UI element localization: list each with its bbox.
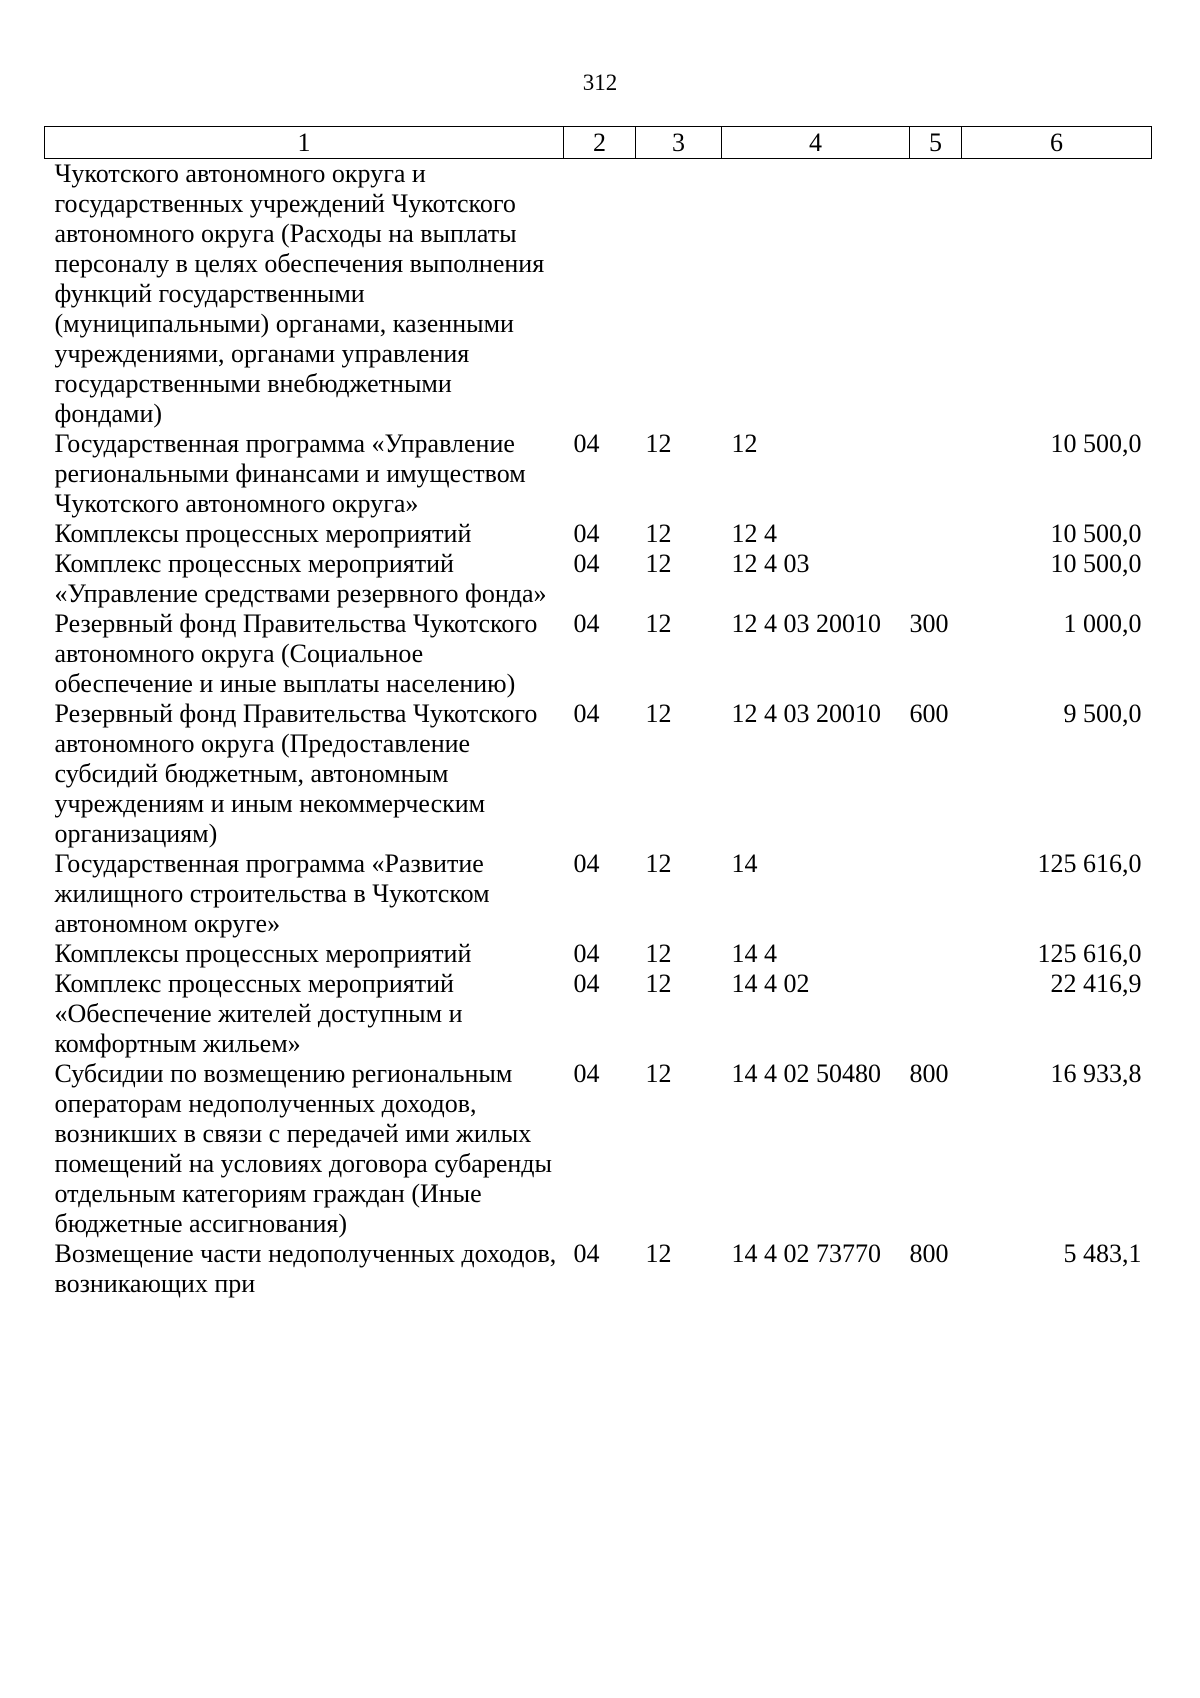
row-target-article-cell: 12 4 03 <box>731 549 810 578</box>
row-target-article-cell <box>722 159 910 430</box>
row-subsection-cell <box>636 159 722 430</box>
column-header-amount: 6 <box>962 127 1152 159</box>
row-section-cell: 04 <box>573 549 600 578</box>
row-name-cell: Комплексы процессных мероприятий <box>54 939 472 968</box>
table-row <box>45 969 1152 1059</box>
column-header-target-article: 4 <box>722 127 910 159</box>
table-row <box>45 429 1152 519</box>
row-amount-cell: 5 483,1 <box>1063 1239 1142 1268</box>
row-expense-type-cell: 600 <box>909 699 949 728</box>
row-subsection-cell: 12 <box>645 699 672 728</box>
row-target-article-cell: 14 <box>731 849 758 878</box>
row-expense-type-cell <box>910 939 962 969</box>
row-section-cell: 04 <box>573 1059 600 1088</box>
table-row <box>45 1239 1152 1299</box>
row-name-cell: Чукотского автономного округа и государственных учреждений Чукотского автономного округа (Расходы на выплаты персоналу в целях обеспечения выполнения функций государственными (муниципальными) органами, казенными учреждениями, органами управления государственными внебюджетными фондами) <box>54 159 545 428</box>
row-expense-type-cell <box>910 849 962 939</box>
column-header-section: 2 <box>564 127 636 159</box>
row-amount-cell: 16 933,8 <box>1050 1059 1142 1088</box>
row-subsection-cell: 12 <box>645 429 672 458</box>
row-expense-type-cell: 800 <box>909 1239 949 1268</box>
table-row <box>45 159 1152 430</box>
row-target-article-cell: 12 <box>731 429 758 458</box>
row-section-cell: 04 <box>573 969 600 998</box>
row-subsection-cell: 12 <box>645 939 672 968</box>
row-section-cell: 04 <box>573 429 600 458</box>
row-name-cell: Возмещение части недополученных доходов, возникающих при <box>54 1239 557 1298</box>
column-header-expense-type: 5 <box>910 127 962 159</box>
row-name-cell: Комплексы процессных мероприятий <box>54 519 472 548</box>
row-target-article-cell: 14 4 02 50480 <box>731 1059 881 1088</box>
table-row <box>45 1059 1152 1239</box>
row-expense-type-cell <box>910 519 962 549</box>
row-name-cell: Государственная программа «Развитие жилищного строительства в Чукотском автономном округе» <box>54 849 490 938</box>
row-amount-cell <box>962 159 1152 430</box>
row-name-cell: Резервный фонд Правительства Чукотского автономного округа (Социальное обеспечение и иные выплаты населению) <box>54 609 538 698</box>
table-row <box>45 609 1152 699</box>
page-number: 312 <box>582 70 618 95</box>
row-section-cell: 04 <box>573 609 600 638</box>
table-row <box>45 939 1152 969</box>
row-amount-cell: 10 500,0 <box>1050 429 1142 458</box>
row-expense-type-cell: 300 <box>909 609 949 638</box>
row-amount-cell: 10 500,0 <box>1050 519 1142 548</box>
row-subsection-cell: 12 <box>645 969 672 998</box>
row-target-article-cell: 12 4 03 20010 <box>731 609 881 638</box>
row-name-cell: Государственная программа «Управление региональными финансами и имуществом Чукотского автономного округа» <box>54 429 526 518</box>
row-name-cell: Комплекс процессных мероприятий «Управление средствами резервного фонда» <box>54 549 547 608</box>
row-name-cell: Комплекс процессных мероприятий «Обеспечение жителей доступным и комфортным жильем» <box>54 969 463 1058</box>
row-subsection-cell: 12 <box>645 519 672 548</box>
row-section-cell: 04 <box>573 519 600 548</box>
row-section-cell <box>564 159 636 430</box>
row-amount-cell: 1 000,0 <box>1063 609 1142 638</box>
row-expense-type-cell <box>910 429 962 519</box>
row-name-cell: Субсидии по возмещению региональным операторам недополученных доходов, возникших в связи с передачей ими жилых помещений на условиях договора субаренды отдельным категориям граждан (Иные бюджетные ассигнования) <box>54 1059 552 1238</box>
column-header-name: 1 <box>45 127 564 159</box>
row-target-article-cell: 14 4 02 <box>731 969 810 998</box>
row-expense-type-cell: 800 <box>909 1059 949 1088</box>
row-section-cell: 04 <box>573 699 600 728</box>
row-amount-cell: 22 416,9 <box>1050 969 1142 998</box>
table-row <box>45 699 1152 849</box>
row-section-cell: 04 <box>573 1239 600 1268</box>
row-expense-type-cell <box>910 969 962 1059</box>
row-expense-type-cell <box>910 159 962 430</box>
table-row <box>45 549 1152 609</box>
row-section-cell: 04 <box>573 849 600 878</box>
row-target-article-cell: 12 4 <box>731 519 777 548</box>
row-name-cell: Резервный фонд Правительства Чукотского автономного округа (Предоставление субсидий бюджетным, автономным учреждениям и иным некоммерческим организациям) <box>54 699 538 848</box>
table-row <box>45 519 1152 549</box>
row-amount-cell: 9 500,0 <box>1063 699 1142 728</box>
row-subsection-cell: 12 <box>645 609 672 638</box>
row-amount-cell: 125 616,0 <box>1037 939 1142 968</box>
row-expense-type-cell <box>910 549 962 609</box>
budget-table <box>44 126 1152 1299</box>
row-subsection-cell: 12 <box>645 849 672 878</box>
row-subsection-cell: 12 <box>645 549 672 578</box>
row-subsection-cell: 12 <box>645 1059 672 1088</box>
table-header-row <box>45 127 1152 159</box>
row-target-article-cell: 12 4 03 20010 <box>731 699 881 728</box>
row-subsection-cell: 12 <box>645 1239 672 1268</box>
column-header-subsection: 3 <box>636 127 722 159</box>
table-row <box>45 849 1152 939</box>
row-amount-cell: 125 616,0 <box>1037 849 1142 878</box>
row-target-article-cell: 14 4 02 73770 <box>731 1239 881 1268</box>
row-section-cell: 04 <box>573 939 600 968</box>
row-target-article-cell: 14 4 <box>731 939 777 968</box>
row-amount-cell: 10 500,0 <box>1050 549 1142 578</box>
